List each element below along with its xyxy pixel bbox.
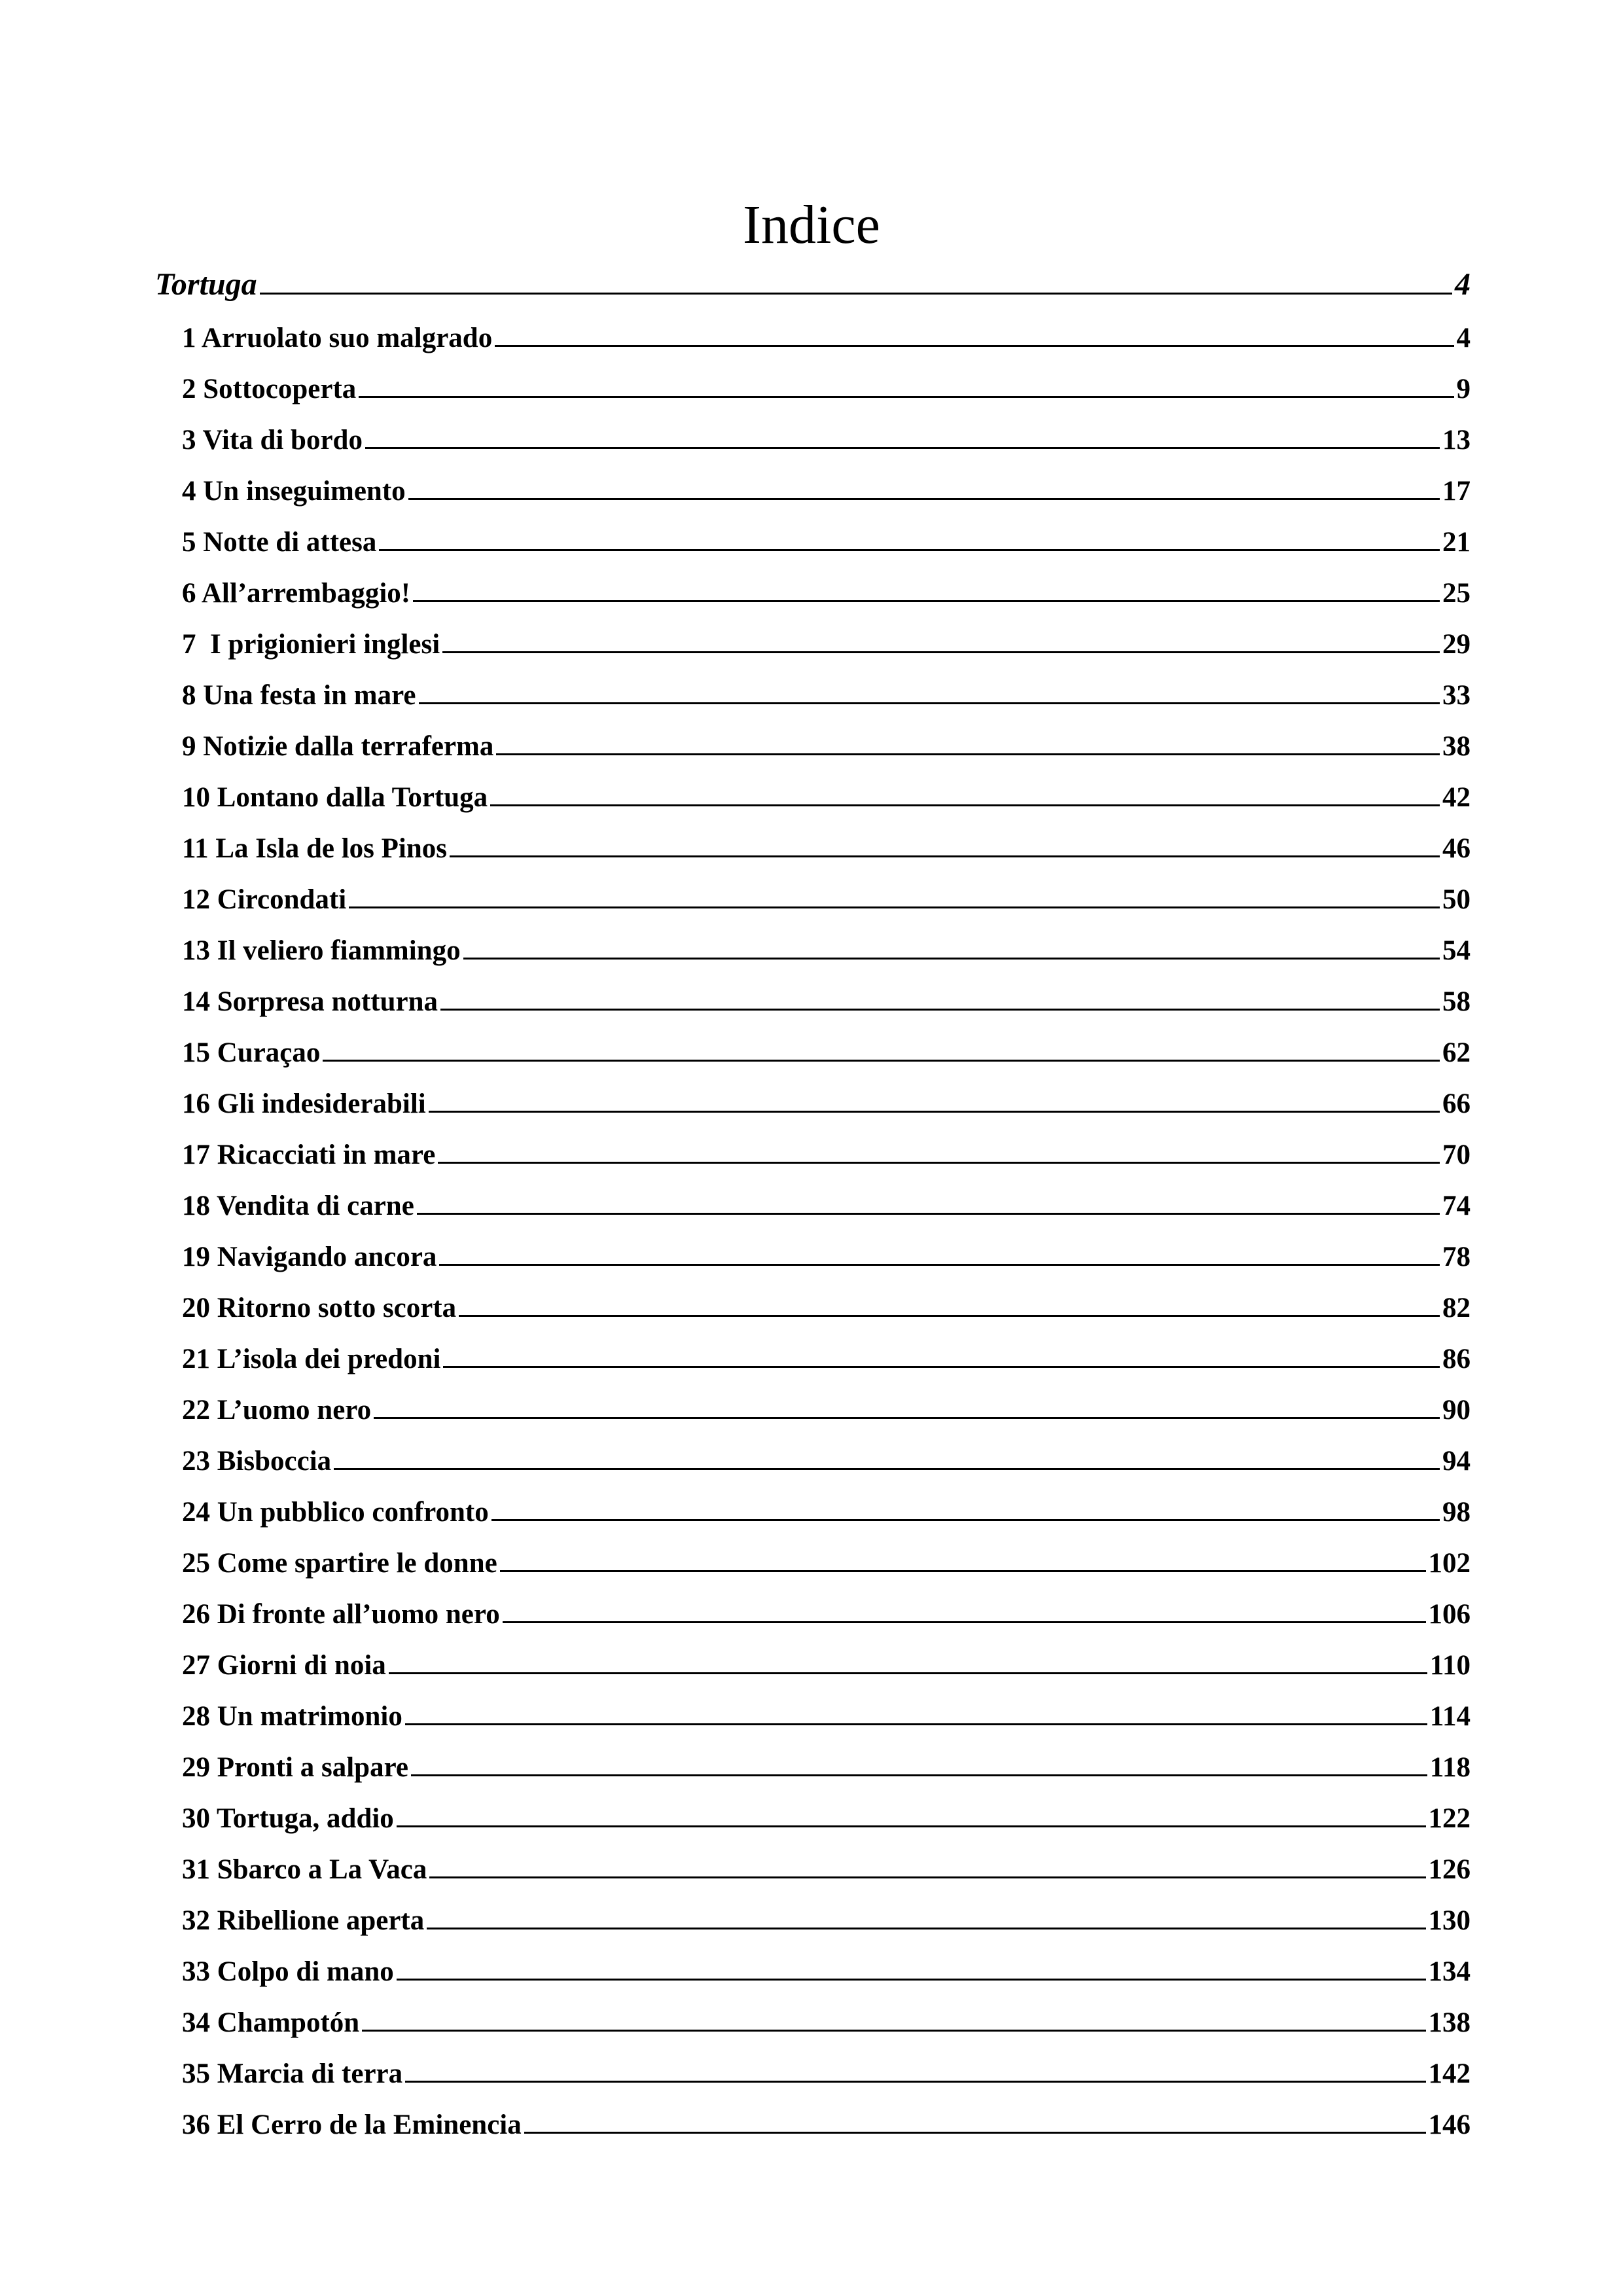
toc-entry-page: 114 [1429, 1701, 1471, 1732]
toc-entry-title: 7 I prigionieri inglesi [182, 629, 440, 660]
toc-entry-title: 4 Un inseguimento [182, 476, 406, 507]
toc-entry-chapter-26[interactable] [182, 1597, 1471, 1632]
toc-entry-title: 1 Arruolato suo malgrado [182, 323, 493, 353]
toc-entry-title: 35 Marcia di terra [182, 2058, 403, 2089]
toc-entry-chapter-23[interactable] [182, 1444, 1471, 1479]
toc-leader-line [413, 600, 1440, 602]
toc-entry-chapter-5[interactable] [182, 525, 1471, 560]
toc-entry-page: 106 [1428, 1599, 1471, 1630]
toc-entry-page: 54 [1442, 935, 1471, 966]
toc-leader-line [260, 293, 1452, 295]
toc-entry-chapter-22[interactable] [182, 1393, 1471, 1428]
toc-entry-title: 10 Lontano dalla Tortuga [182, 782, 488, 813]
toc-leader-line [450, 855, 1440, 857]
toc-leader-line [438, 1162, 1440, 1164]
toc-leader-line [490, 804, 1440, 806]
toc-entry-page: 142 [1428, 2058, 1471, 2089]
toc-entry-title: 13 Il veliero fiammingo [182, 935, 461, 966]
toc-entry-title: 3 Vita di bordo [182, 425, 363, 456]
toc-entry-page: 50 [1442, 884, 1471, 915]
toc-leader-line [379, 549, 1440, 551]
toc-entry-page: 130 [1428, 1905, 1471, 1936]
toc-entry-page: 29 [1442, 629, 1471, 660]
toc-entry-chapter-25[interactable] [182, 1546, 1471, 1581]
toc-entry-title: 2 Sottocoperta [182, 374, 357, 404]
toc-entry-title: 29 Pronti a salpare [182, 1752, 408, 1783]
toc-leader-line [427, 1928, 1425, 1929]
toc-leader-line [442, 651, 1440, 653]
toc-entry-chapter-3[interactable] [182, 423, 1471, 458]
toc-entry-title: 9 Notizie dalla terraferma [182, 731, 494, 762]
toc-entry-title: 15 Curaçao [182, 1037, 321, 1068]
toc-entry-title: 30 Tortuga, addio [182, 1803, 394, 1834]
toc-entry-title: 33 Colpo di mano [182, 1956, 394, 1987]
toc-entry-chapter-13[interactable] [182, 933, 1471, 969]
toc-entry-page: 4 [1455, 267, 1471, 302]
toc-leader-line [495, 345, 1454, 347]
toc-leader-line [334, 1468, 1440, 1470]
toc-entry-title: 28 Un matrimonio [182, 1701, 402, 1732]
toc-entry-page: 74 [1442, 1191, 1471, 1221]
toc-leader-line [443, 1366, 1440, 1368]
toc-entry-page: 66 [1442, 1088, 1471, 1119]
toc-entry-chapter-8[interactable] [182, 678, 1471, 713]
toc-leader-line [323, 1060, 1440, 1062]
toc-entry-title: 6 All’arrembaggio! [182, 578, 411, 609]
toc-entry-chapter-19[interactable] [182, 1240, 1471, 1275]
toc-entry-title: 24 Un pubblico confronto [182, 1497, 489, 1528]
toc-entry-title: 11 La Isla de los Pinos [182, 833, 448, 864]
toc-entry-page: 146 [1428, 2109, 1471, 2140]
toc-entry-title: 31 Sbarco a La Vaca [182, 1854, 427, 1885]
toc-leader-line [440, 1009, 1440, 1011]
toc-entry-chapter-20[interactable] [182, 1291, 1471, 1326]
toc-leader-line [374, 1417, 1440, 1419]
toc-entry-title: 32 Ribellione aperta [182, 1905, 425, 1936]
toc-leader-line [408, 498, 1440, 500]
toc-leader-line [365, 447, 1440, 449]
toc-entry-chapter-34[interactable] [182, 2005, 1471, 2041]
toc-entry-title: 23 Bisboccia [182, 1446, 332, 1477]
toc-entry-page: 42 [1442, 782, 1471, 813]
toc-entry-title: 5 Notte di attesa [182, 527, 377, 558]
toc-entry-chapter-10[interactable] [182, 780, 1471, 816]
toc-entry-page: 38 [1442, 731, 1471, 762]
toc-leader-line [491, 1519, 1440, 1521]
toc-entry-page: 118 [1429, 1752, 1471, 1783]
toc-entry-title: 18 Vendita di carne [182, 1191, 414, 1221]
toc-entry-page: 90 [1442, 1395, 1471, 1426]
toc-leader-line [389, 1672, 1427, 1674]
toc-entry-chapter-33[interactable] [182, 1954, 1471, 1990]
toc-entry-title: 22 L’uomo nero [182, 1395, 372, 1426]
toc-entry-page: 134 [1428, 1956, 1471, 1987]
toc-entry-page: 46 [1442, 833, 1471, 864]
toc-entry-title: Tortuga [155, 267, 257, 302]
toc-entry-page: 102 [1428, 1548, 1471, 1579]
toc-entry-page: 94 [1442, 1446, 1471, 1477]
toc-leader-line [397, 1825, 1426, 1827]
toc-leader-line [463, 958, 1440, 960]
toc-entry-page: 62 [1442, 1037, 1471, 1068]
toc-entry-chapter-29[interactable] [182, 1750, 1471, 1785]
toc-entry-title: 27 Giorni di noia [182, 1650, 386, 1681]
toc-entry-chapter-35[interactable] [182, 2056, 1471, 2092]
toc-entry-chapter-18[interactable] [182, 1189, 1471, 1224]
toc-leader-line [405, 2081, 1425, 2083]
toc-leader-line [419, 702, 1440, 704]
toc-leader-line [405, 1723, 1427, 1725]
toc-leader-line [349, 906, 1440, 908]
toc-entry-page: 78 [1442, 1242, 1471, 1272]
toc-entry-page: 13 [1442, 425, 1471, 456]
toc-entry-chapter-16[interactable] [182, 1086, 1471, 1122]
page-title: Indice [743, 194, 880, 256]
toc-leader-line [429, 1876, 1425, 1878]
toc-entry-page: 86 [1442, 1344, 1471, 1374]
toc-entry-page: 17 [1442, 476, 1471, 507]
toc-entry-page: 126 [1428, 1854, 1471, 1885]
toc-entry-page: 110 [1429, 1650, 1471, 1681]
toc-entry-title: 25 Come spartire le donne [182, 1548, 497, 1579]
toc-entry-chapter-31[interactable] [182, 1852, 1471, 1888]
toc-entry-part-tortuga[interactable] [155, 265, 1471, 304]
toc-entry-page: 33 [1442, 680, 1471, 711]
toc-entry-chapter-6[interactable] [182, 576, 1471, 611]
toc-leader-line [429, 1111, 1440, 1113]
toc-entry-page: 82 [1442, 1293, 1471, 1323]
toc-entry-title: 34 Champotón [182, 2007, 360, 2038]
toc-entry-chapter-21[interactable] [182, 1342, 1471, 1377]
toc-leader-line [459, 1315, 1440, 1317]
toc-leader-line [439, 1264, 1440, 1266]
toc-entry-title: 12 Circondati [182, 884, 347, 915]
toc-entry-chapter-1[interactable] [182, 321, 1471, 356]
toc-entry-chapter-4[interactable] [182, 474, 1471, 509]
toc-entry-title: 17 Ricacciati in mare [182, 1139, 436, 1170]
toc-leader-line [397, 1979, 1426, 1981]
toc-entry-chapter-2[interactable] [182, 372, 1471, 407]
toc-entry-chapter-36[interactable] [182, 2108, 1471, 2143]
toc-leader-line [362, 2030, 1425, 2032]
toc-entry-page: 58 [1442, 986, 1471, 1017]
toc-entry-page: 21 [1442, 527, 1471, 558]
toc-entry-chapter-17[interactable] [182, 1138, 1471, 1173]
toc-entry-chapter-27[interactable] [182, 1648, 1471, 1683]
toc-entry-title: 20 Ritorno sotto scorta [182, 1293, 457, 1323]
toc-entry-page: 122 [1428, 1803, 1471, 1834]
toc-entry-chapter-9[interactable] [182, 729, 1471, 764]
toc-leader-line [417, 1213, 1440, 1215]
toc-entry-page: 98 [1442, 1497, 1471, 1528]
toc-entry-page: 4 [1456, 323, 1471, 353]
toc-entry-chapter-32[interactable] [182, 1903, 1471, 1939]
toc-entry-title: 21 L’isola dei predoni [182, 1344, 441, 1374]
toc-entry-page: 9 [1456, 374, 1471, 404]
toc-entry-title: 36 El Cerro de la Eminencia [182, 2109, 522, 2140]
toc-entry-title: 14 Sorpresa notturna [182, 986, 438, 1017]
toc-entry-chapter-15[interactable] [182, 1035, 1471, 1071]
toc-entry-chapter-11[interactable] [182, 831, 1471, 867]
toc-entry-title: 16 Gli indesiderabili [182, 1088, 426, 1119]
toc-entry-chapter-7[interactable] [182, 627, 1471, 662]
toc-entry-title: 8 Una festa in mare [182, 680, 416, 711]
toc-leader-line [503, 1621, 1426, 1623]
toc-entry-title: 19 Navigando ancora [182, 1242, 437, 1272]
toc-leader-line [500, 1570, 1426, 1572]
toc-entry-page: 25 [1442, 578, 1471, 609]
toc-leader-line [524, 2132, 1426, 2134]
toc-entry-page: 70 [1442, 1139, 1471, 1170]
toc-entry-chapter-28[interactable] [182, 1699, 1471, 1734]
toc-entry-page: 138 [1428, 2007, 1471, 2038]
toc-leader-line [496, 753, 1440, 755]
toc-entry-chapter-24[interactable] [182, 1495, 1471, 1530]
toc-entry-chapter-30[interactable] [182, 1801, 1471, 1837]
toc-entry-title: 26 Di fronte all’uomo nero [182, 1599, 500, 1630]
toc-entry-chapter-14[interactable] [182, 984, 1471, 1020]
toc-entry-chapter-12[interactable] [182, 882, 1471, 918]
toc-leader-line [411, 1774, 1427, 1776]
toc-leader-line [359, 396, 1454, 398]
